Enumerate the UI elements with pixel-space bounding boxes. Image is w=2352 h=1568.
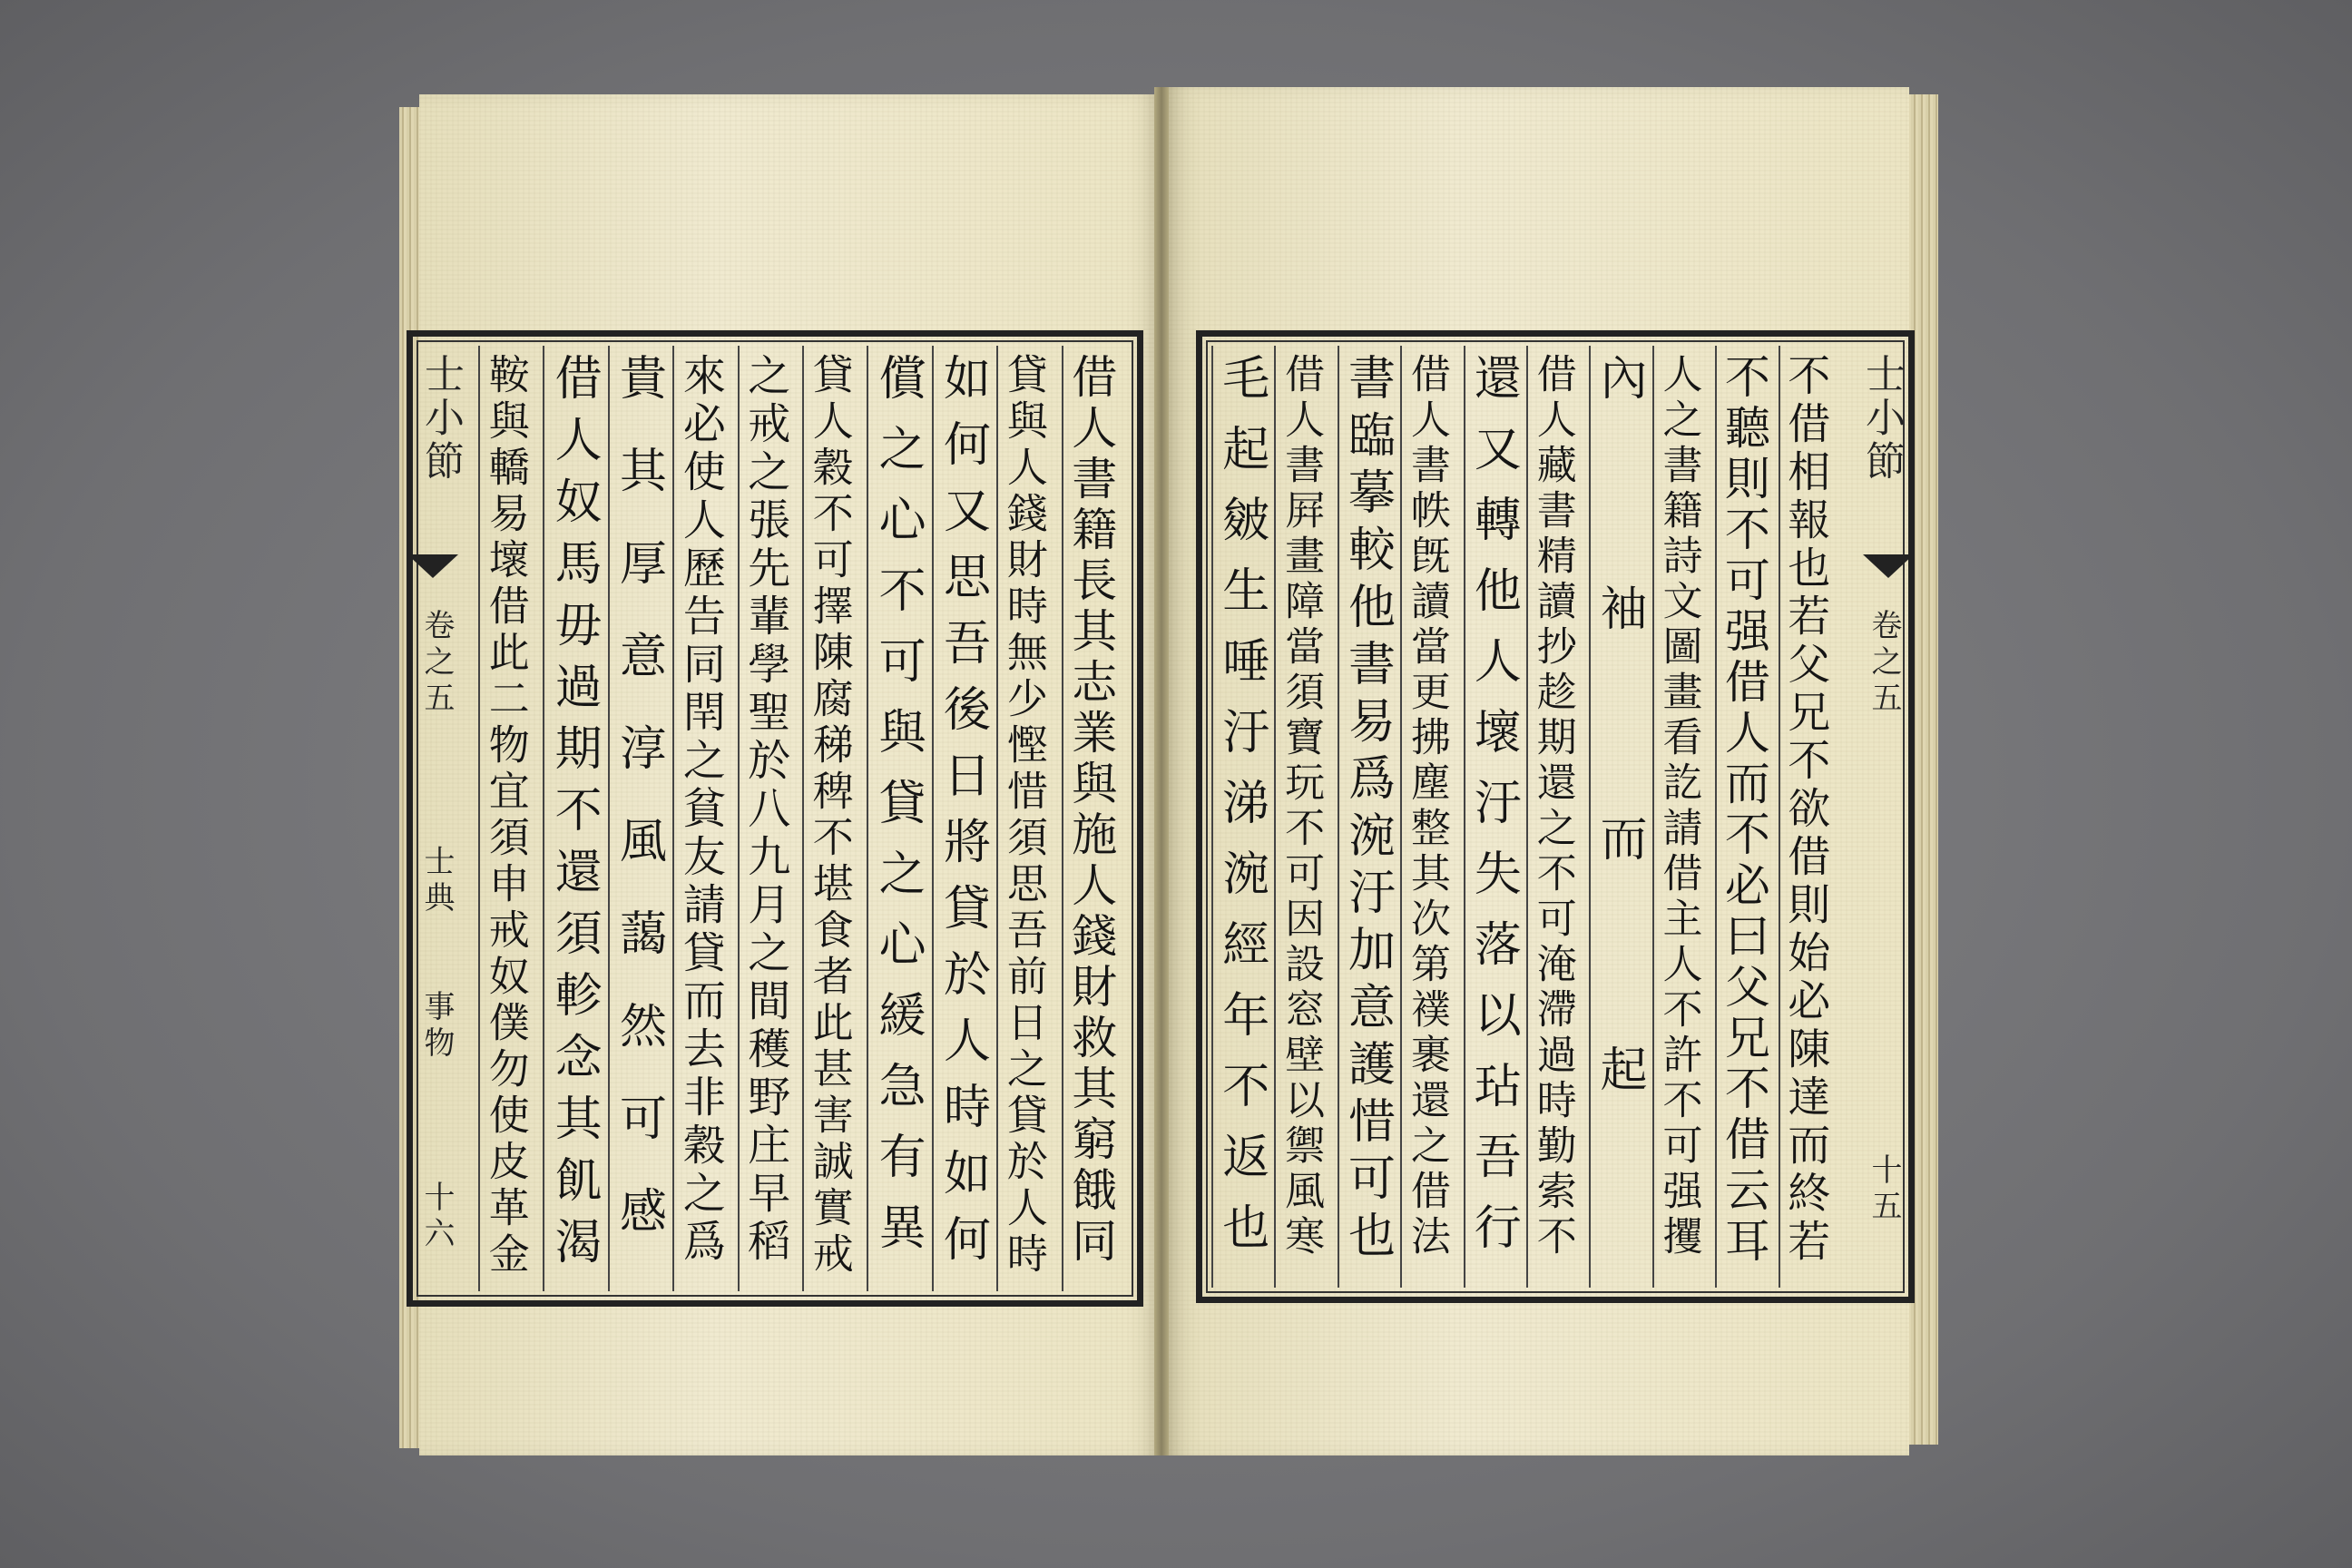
left-banner-title: 士小節 xyxy=(417,353,464,484)
column-rule xyxy=(543,346,544,1291)
column-rule xyxy=(867,346,868,1291)
text-column: 貴其厚意淳風藹然可感 xyxy=(611,353,666,1279)
text-column: 人之書籍詩文圖畫看訖請借主人不許不可强攫 xyxy=(1655,353,1702,1260)
column-rule xyxy=(738,346,740,1291)
left-banner-volume: 卷之五 xyxy=(418,609,455,718)
left-banner-folio: 十六 xyxy=(418,1181,455,1253)
column-rule xyxy=(1400,346,1402,1288)
text-column: 書臨摹較他書易爲涴汙加意護惜可也 xyxy=(1339,353,1395,1268)
text-column: 不聽則不可强借人而不必曰父兄不借云耳 xyxy=(1717,353,1770,1268)
text-column: 毛起皴生唾汙涕涴經年不返也 xyxy=(1213,353,1269,1273)
column-rule xyxy=(1464,346,1465,1288)
column-rule xyxy=(1526,346,1528,1288)
column-rule xyxy=(608,346,610,1291)
text-column: 內袖而起 xyxy=(1592,353,1647,1275)
text-column: 之戒之張先輩學聖於八九月之間穫野庄早稻 xyxy=(740,353,791,1267)
left-banner-section: 士典 xyxy=(418,845,455,917)
column-rule xyxy=(1652,346,1654,1288)
text-column: 借人藏書精讀抄趁期還之不可淹滯過時勤索不 xyxy=(1529,353,1576,1260)
column-rule xyxy=(1062,346,1063,1291)
right-banner-volume: 卷之五 xyxy=(1866,609,1902,718)
text-column: 借人書屛畫障當須寶玩不可因設窓壁以禦風寒 xyxy=(1278,353,1325,1260)
column-rule xyxy=(996,346,998,1291)
text-column: 鞍與轎易壞借此二物宜須申戒奴僕勿使皮革金 xyxy=(481,353,530,1279)
column-rule xyxy=(1715,346,1717,1288)
text-column: 貸人穀不可擇陳腐稊稗不堪食者此甚害誠實戒 xyxy=(805,353,854,1279)
text-column: 來必使人歷告同閈之貧友請貸而去非穀之爲 xyxy=(675,353,726,1267)
column-rule xyxy=(672,346,674,1291)
column-rule xyxy=(1338,346,1339,1288)
left-text-frame xyxy=(407,330,1143,1307)
text-column: 貸與人錢財時無少慳惜須思吾前日之貸於人時 xyxy=(999,353,1048,1279)
right-text-frame xyxy=(1196,330,1915,1303)
right-fishtail-mark xyxy=(1863,554,1914,578)
text-column: 不借相報也若父兄不欲借則始必陳達而終若 xyxy=(1780,353,1831,1267)
text-column: 借人書帙旣讀當更拂塵整其次第襆裹還之借法 xyxy=(1403,353,1450,1260)
left-fishtail-mark xyxy=(407,554,458,578)
left-banner-subsection: 事物 xyxy=(418,990,455,1063)
book-gutter xyxy=(1154,87,1169,1455)
column-rule xyxy=(932,346,934,1291)
right-banner-title: 士小節 xyxy=(1858,353,1905,484)
text-column: 償之心不可與貸之心緩急有異 xyxy=(870,353,926,1273)
column-rule xyxy=(478,346,480,1291)
text-column: 借人書籍長其志業與施人錢財救其窮餓同 xyxy=(1064,353,1118,1268)
right-banner-folio: 十五 xyxy=(1866,1153,1902,1226)
column-rule xyxy=(1211,346,1213,1288)
text-column: 如何又思吾後日將貸於人時如何 xyxy=(935,353,990,1280)
column-rule xyxy=(1274,346,1276,1288)
column-rule xyxy=(1779,346,1780,1288)
column-rule xyxy=(1589,346,1591,1288)
column-rule xyxy=(802,346,804,1291)
text-column: 借人奴馬毋過期不還須軫念其飢渴 xyxy=(546,353,602,1279)
text-column: 還又轉他人壞汙失落以玷吾行 xyxy=(1465,353,1521,1273)
